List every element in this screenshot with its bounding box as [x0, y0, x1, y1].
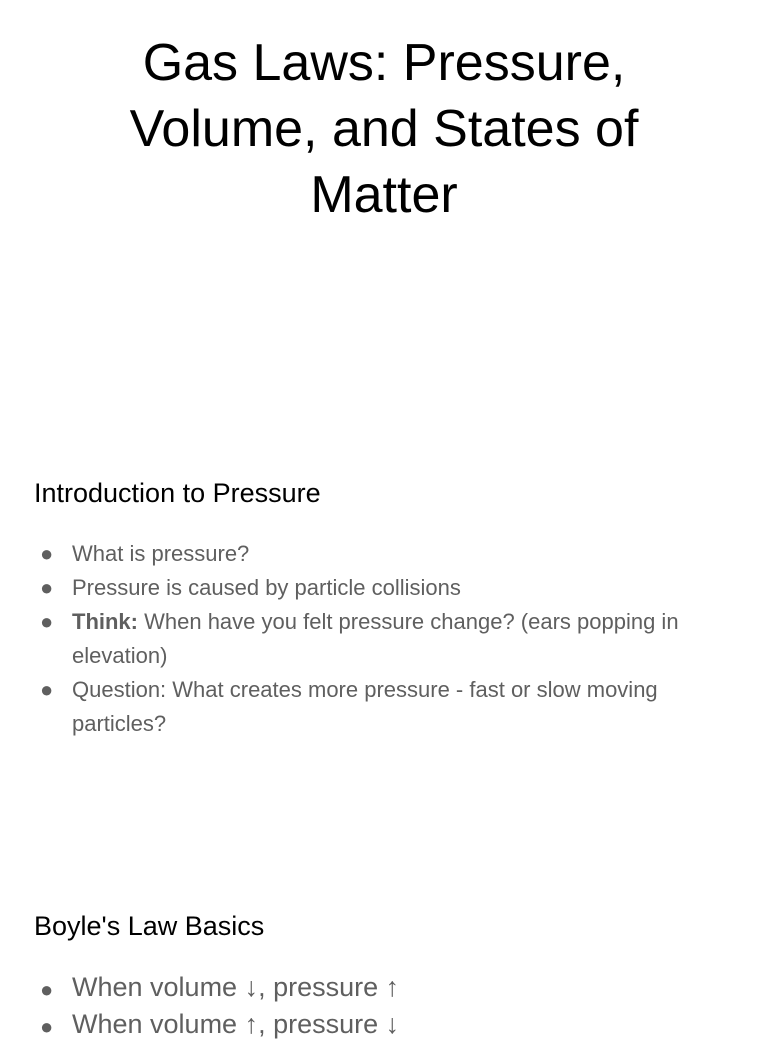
- think-label: Think:: [72, 609, 138, 634]
- bullet-item: [34, 1006, 734, 1043]
- bullet-text: Question: What creates more pressure - fast or slow moving particles?: [72, 677, 658, 736]
- bullet-text: Pressure is caused by particle collisions: [72, 575, 461, 600]
- bullet-icon: ●: [40, 1014, 54, 1039]
- section-heading-introduction: Introduction to Pressure: [34, 478, 321, 508]
- bullet-text: When volume ↓, pressure ↑: [72, 972, 400, 1002]
- bullet-item: [34, 537, 734, 571]
- bullet-icon: ●: [40, 677, 54, 702]
- bullet-item: [34, 605, 734, 673]
- bullet-icon: ●: [40, 977, 54, 1002]
- bullet-icon: ●: [40, 609, 54, 634]
- page-title: Gas Laws: Pressure, Volume, and States of Matter: [129, 34, 639, 224]
- bullet-item: [34, 673, 734, 741]
- bullet-icon: ●: [40, 541, 54, 566]
- section-heading-boyles-law: Boyle's Law Basics: [34, 911, 265, 941]
- bullet-text: When have you felt pressure change? (ears popping in elevation): [72, 609, 679, 668]
- bullet-item: [34, 571, 734, 605]
- bullet-item: [34, 969, 734, 1006]
- bullet-text: When volume ↑, pressure ↓: [72, 1009, 400, 1039]
- boyles-law-bullet-list: [34, 969, 734, 1043]
- introduction-bullet-list: [34, 537, 734, 741]
- bullet-icon: ●: [40, 575, 54, 600]
- bullet-text: What is pressure?: [72, 541, 250, 566]
